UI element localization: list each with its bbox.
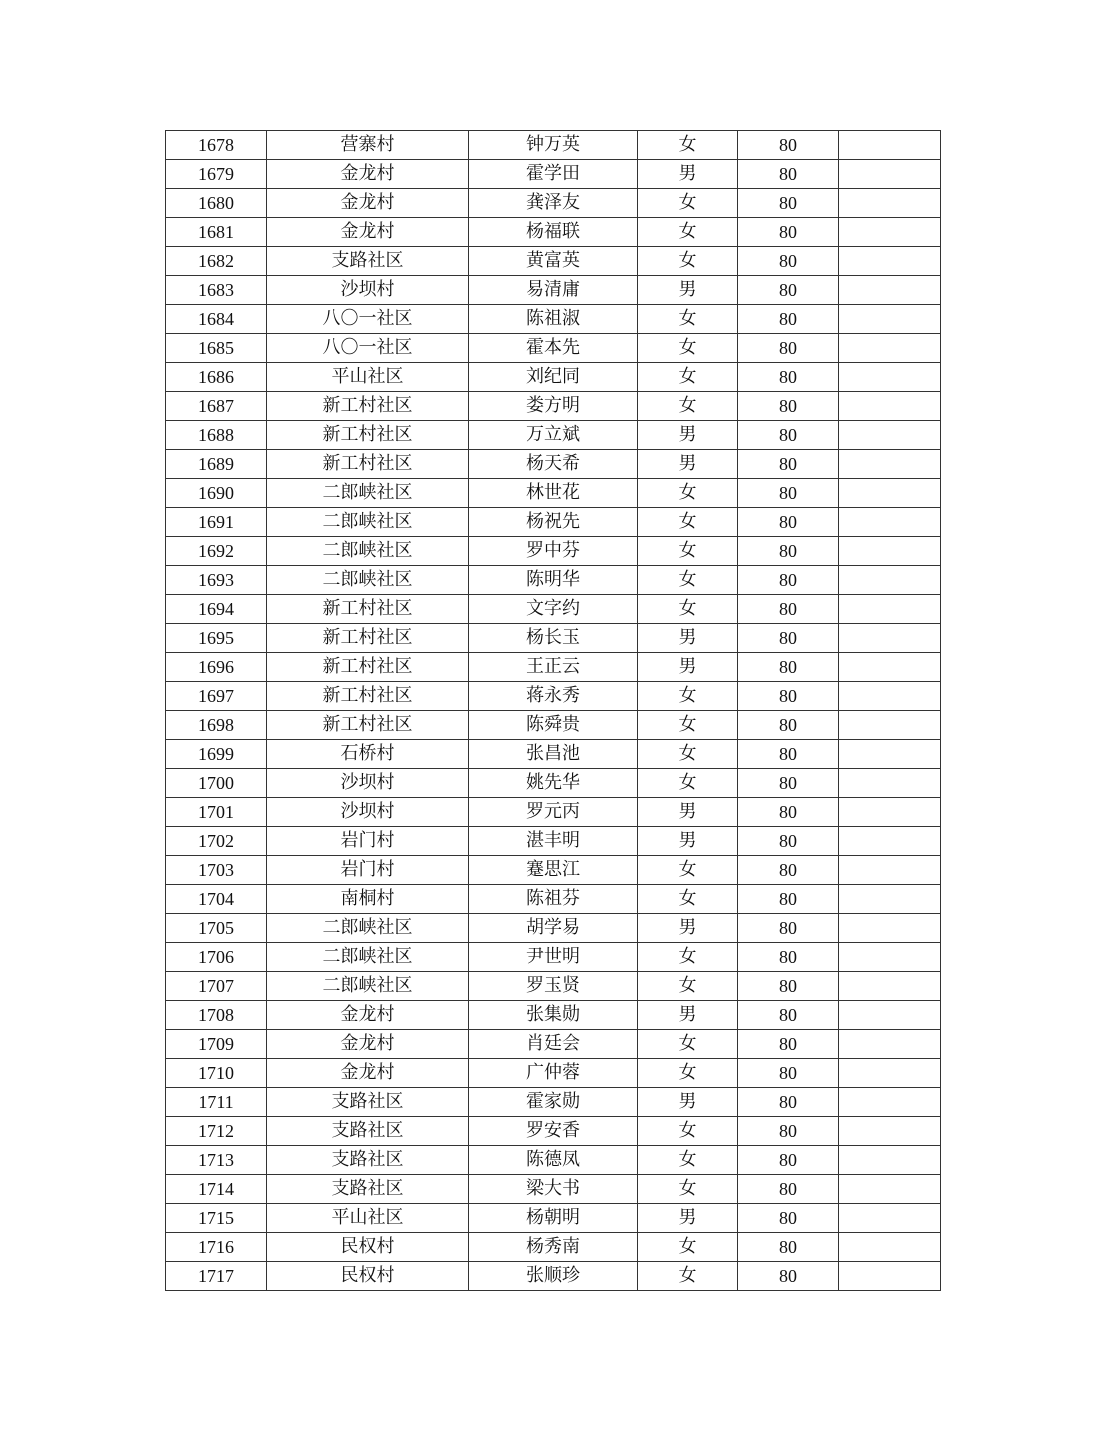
- cell-person-name: 胡学易: [469, 914, 638, 943]
- cell-gender: 男: [638, 450, 738, 479]
- cell-note: [839, 943, 941, 972]
- cell-amount: 80: [738, 1146, 839, 1175]
- cell-note: [839, 653, 941, 682]
- table-row: [166, 1030, 941, 1059]
- cell-gender: 女: [638, 740, 738, 769]
- table-row: [166, 392, 941, 421]
- cell-community: 二郎峡社区: [267, 943, 469, 972]
- cell-gender: 男: [638, 653, 738, 682]
- cell-amount: 80: [738, 1117, 839, 1146]
- cell-community: 民权村: [267, 1262, 469, 1291]
- cell-note: [839, 740, 941, 769]
- roster-table-body: [166, 131, 941, 1291]
- cell-amount: 80: [738, 595, 839, 624]
- table-row: [166, 827, 941, 856]
- cell-gender: 女: [638, 305, 738, 334]
- cell-person-name: 刘纪同: [469, 363, 638, 392]
- cell-community: 支路社区: [267, 1088, 469, 1117]
- cell-person-name: 陈祖淑: [469, 305, 638, 334]
- cell-person-name: 杨秀南: [469, 1233, 638, 1262]
- cell-note: [839, 450, 941, 479]
- cell-gender: 男: [638, 160, 738, 189]
- cell-gender: 女: [638, 334, 738, 363]
- cell-amount: 80: [738, 450, 839, 479]
- table-row: [166, 160, 941, 189]
- cell-number: 1682: [166, 247, 267, 276]
- table-row: [166, 682, 941, 711]
- cell-gender: 男: [638, 827, 738, 856]
- cell-gender: 女: [638, 943, 738, 972]
- cell-number: 1689: [166, 450, 267, 479]
- cell-number: 1687: [166, 392, 267, 421]
- cell-person-name: 陈祖芬: [469, 885, 638, 914]
- cell-person-name: 尹世明: [469, 943, 638, 972]
- cell-number: 1683: [166, 276, 267, 305]
- cell-gender: 女: [638, 972, 738, 1001]
- cell-community: 八〇一社区: [267, 305, 469, 334]
- table-row: [166, 1262, 941, 1291]
- cell-note: [839, 769, 941, 798]
- cell-amount: 80: [738, 1175, 839, 1204]
- cell-number: 1710: [166, 1059, 267, 1088]
- cell-number: 1704: [166, 885, 267, 914]
- cell-community: 沙坝村: [267, 276, 469, 305]
- cell-amount: 80: [738, 305, 839, 334]
- cell-amount: 80: [738, 392, 839, 421]
- table-row: [166, 537, 941, 566]
- cell-note: [839, 305, 941, 334]
- cell-number: 1691: [166, 508, 267, 537]
- cell-amount: 80: [738, 218, 839, 247]
- cell-person-name: 梁大书: [469, 1175, 638, 1204]
- cell-person-name: 龚泽友: [469, 189, 638, 218]
- cell-person-name: 蒋永秀: [469, 682, 638, 711]
- cell-note: [839, 131, 941, 160]
- cell-gender: 女: [638, 856, 738, 885]
- cell-amount: 80: [738, 131, 839, 160]
- cell-gender: 女: [638, 711, 738, 740]
- table-row: [166, 247, 941, 276]
- cell-number: 1716: [166, 1233, 267, 1262]
- table-row: [166, 334, 941, 363]
- cell-person-name: 张集勋: [469, 1001, 638, 1030]
- cell-amount: 80: [738, 421, 839, 450]
- cell-note: [839, 1146, 941, 1175]
- cell-amount: 80: [738, 885, 839, 914]
- cell-amount: 80: [738, 914, 839, 943]
- cell-person-name: 罗元丙: [469, 798, 638, 827]
- cell-person-name: 陈德凤: [469, 1146, 638, 1175]
- cell-gender: 女: [638, 769, 738, 798]
- cell-community: 金龙村: [267, 1001, 469, 1030]
- table-row: [166, 1088, 941, 1117]
- cell-person-name: 广仲蓉: [469, 1059, 638, 1088]
- cell-number: 1680: [166, 189, 267, 218]
- table-row: [166, 798, 941, 827]
- cell-person-name: 钟万英: [469, 131, 638, 160]
- cell-person-name: 杨天希: [469, 450, 638, 479]
- cell-amount: 80: [738, 508, 839, 537]
- cell-note: [839, 1088, 941, 1117]
- cell-number: 1693: [166, 566, 267, 595]
- cell-number: 1684: [166, 305, 267, 334]
- cell-gender: 女: [638, 392, 738, 421]
- cell-note: [839, 1030, 941, 1059]
- cell-community: 新工村社区: [267, 624, 469, 653]
- cell-number: 1702: [166, 827, 267, 856]
- table-row: [166, 885, 941, 914]
- cell-amount: 80: [738, 653, 839, 682]
- cell-amount: 80: [738, 1088, 839, 1117]
- table-row: [166, 131, 941, 160]
- cell-person-name: 罗玉贤: [469, 972, 638, 1001]
- table-row: [166, 305, 941, 334]
- cell-number: 1697: [166, 682, 267, 711]
- cell-note: [839, 276, 941, 305]
- cell-person-name: 王正云: [469, 653, 638, 682]
- roster-table: [165, 130, 941, 1291]
- cell-person-name: 霍本先: [469, 334, 638, 363]
- cell-note: [839, 537, 941, 566]
- cell-person-name: 黄富英: [469, 247, 638, 276]
- cell-community: 石桥村: [267, 740, 469, 769]
- cell-community: 八〇一社区: [267, 334, 469, 363]
- cell-amount: 80: [738, 769, 839, 798]
- cell-number: 1706: [166, 943, 267, 972]
- cell-amount: 80: [738, 827, 839, 856]
- table-row: [166, 1117, 941, 1146]
- cell-note: [839, 1117, 941, 1146]
- cell-community: 平山社区: [267, 363, 469, 392]
- cell-person-name: 陈明华: [469, 566, 638, 595]
- cell-amount: 80: [738, 1030, 839, 1059]
- cell-community: 金龙村: [267, 1059, 469, 1088]
- cell-person-name: 罗中芬: [469, 537, 638, 566]
- cell-gender: 女: [638, 1146, 738, 1175]
- table-row: [166, 972, 941, 1001]
- cell-community: 二郎峡社区: [267, 972, 469, 1001]
- cell-person-name: 杨福联: [469, 218, 638, 247]
- cell-person-name: 肖廷会: [469, 1030, 638, 1059]
- cell-person-name: 张昌池: [469, 740, 638, 769]
- cell-amount: 80: [738, 537, 839, 566]
- cell-number: 1705: [166, 914, 267, 943]
- cell-note: [839, 1001, 941, 1030]
- cell-community: 南桐村: [267, 885, 469, 914]
- cell-note: [839, 479, 941, 508]
- cell-person-name: 易清庸: [469, 276, 638, 305]
- cell-gender: 男: [638, 1001, 738, 1030]
- table-row: [166, 1204, 941, 1233]
- cell-amount: 80: [738, 479, 839, 508]
- cell-person-name: 杨长玉: [469, 624, 638, 653]
- cell-note: [839, 247, 941, 276]
- cell-person-name: 罗安香: [469, 1117, 638, 1146]
- cell-community: 二郎峡社区: [267, 479, 469, 508]
- cell-gender: 女: [638, 595, 738, 624]
- cell-community: 支路社区: [267, 1146, 469, 1175]
- cell-amount: 80: [738, 856, 839, 885]
- cell-person-name: 蹇思江: [469, 856, 638, 885]
- cell-note: [839, 189, 941, 218]
- table-row: [166, 479, 941, 508]
- cell-note: [839, 1175, 941, 1204]
- table-row: [166, 595, 941, 624]
- table-row: [166, 914, 941, 943]
- cell-gender: 女: [638, 363, 738, 392]
- cell-note: [839, 885, 941, 914]
- cell-note: [839, 334, 941, 363]
- cell-gender: 女: [638, 1262, 738, 1291]
- cell-gender: 男: [638, 421, 738, 450]
- cell-community: 支路社区: [267, 1117, 469, 1146]
- cell-community: 营寨村: [267, 131, 469, 160]
- cell-amount: 80: [738, 1233, 839, 1262]
- cell-note: [839, 363, 941, 392]
- table-row: [166, 363, 941, 392]
- cell-community: 支路社区: [267, 1175, 469, 1204]
- cell-note: [839, 1262, 941, 1291]
- cell-number: 1717: [166, 1262, 267, 1291]
- cell-number: 1715: [166, 1204, 267, 1233]
- cell-number: 1714: [166, 1175, 267, 1204]
- table-row: [166, 218, 941, 247]
- cell-amount: 80: [738, 972, 839, 1001]
- cell-community: 新工村社区: [267, 595, 469, 624]
- cell-number: 1711: [166, 1088, 267, 1117]
- cell-gender: 女: [638, 1059, 738, 1088]
- cell-note: [839, 624, 941, 653]
- cell-number: 1709: [166, 1030, 267, 1059]
- cell-number: 1696: [166, 653, 267, 682]
- cell-community: 二郎峡社区: [267, 914, 469, 943]
- cell-number: 1713: [166, 1146, 267, 1175]
- table-row: [166, 566, 941, 595]
- cell-number: 1695: [166, 624, 267, 653]
- cell-amount: 80: [738, 189, 839, 218]
- cell-person-name: 万立斌: [469, 421, 638, 450]
- cell-gender: 女: [638, 131, 738, 160]
- cell-amount: 80: [738, 276, 839, 305]
- cell-amount: 80: [738, 1001, 839, 1030]
- cell-community: 二郎峡社区: [267, 537, 469, 566]
- cell-community: 新工村社区: [267, 392, 469, 421]
- cell-note: [839, 1204, 941, 1233]
- cell-amount: 80: [738, 943, 839, 972]
- cell-gender: 男: [638, 798, 738, 827]
- cell-community: 支路社区: [267, 247, 469, 276]
- cell-amount: 80: [738, 1204, 839, 1233]
- cell-community: 金龙村: [267, 1030, 469, 1059]
- cell-number: 1707: [166, 972, 267, 1001]
- cell-number: 1692: [166, 537, 267, 566]
- table-row: [166, 856, 941, 885]
- cell-number: 1690: [166, 479, 267, 508]
- cell-gender: 女: [638, 682, 738, 711]
- cell-number: 1685: [166, 334, 267, 363]
- table-row: [166, 943, 941, 972]
- cell-number: 1694: [166, 595, 267, 624]
- cell-community: 新工村社区: [267, 653, 469, 682]
- cell-community: 平山社区: [267, 1204, 469, 1233]
- cell-note: [839, 1233, 941, 1262]
- table-row: [166, 653, 941, 682]
- cell-number: 1679: [166, 160, 267, 189]
- cell-gender: 男: [638, 276, 738, 305]
- cell-amount: 80: [738, 334, 839, 363]
- cell-community: 二郎峡社区: [267, 508, 469, 537]
- cell-note: [839, 827, 941, 856]
- cell-number: 1700: [166, 769, 267, 798]
- cell-community: 民权村: [267, 1233, 469, 1262]
- cell-gender: 女: [638, 885, 738, 914]
- cell-gender: 女: [638, 479, 738, 508]
- cell-person-name: 陈舜贵: [469, 711, 638, 740]
- cell-gender: 女: [638, 247, 738, 276]
- cell-number: 1686: [166, 363, 267, 392]
- cell-amount: 80: [738, 1262, 839, 1291]
- table-row: [166, 1001, 941, 1030]
- cell-note: [839, 566, 941, 595]
- cell-gender: 女: [638, 1030, 738, 1059]
- cell-number: 1708: [166, 1001, 267, 1030]
- table-row: [166, 740, 941, 769]
- cell-number: 1688: [166, 421, 267, 450]
- table-row: [166, 1233, 941, 1262]
- cell-person-name: 杨祝先: [469, 508, 638, 537]
- cell-number: 1678: [166, 131, 267, 160]
- table-row: [166, 769, 941, 798]
- cell-note: [839, 711, 941, 740]
- cell-note: [839, 595, 941, 624]
- cell-community: 沙坝村: [267, 798, 469, 827]
- table-row: [166, 711, 941, 740]
- cell-note: [839, 218, 941, 247]
- table-row: [166, 189, 941, 218]
- cell-community: 新工村社区: [267, 421, 469, 450]
- cell-person-name: 张顺珍: [469, 1262, 638, 1291]
- cell-person-name: 娄方明: [469, 392, 638, 421]
- table-row: [166, 276, 941, 305]
- cell-person-name: 林世花: [469, 479, 638, 508]
- cell-person-name: 湛丰明: [469, 827, 638, 856]
- cell-gender: 男: [638, 914, 738, 943]
- table-row: [166, 1146, 941, 1175]
- cell-amount: 80: [738, 624, 839, 653]
- cell-community: 金龙村: [267, 160, 469, 189]
- cell-person-name: 霍学田: [469, 160, 638, 189]
- cell-amount: 80: [738, 798, 839, 827]
- cell-note: [839, 914, 941, 943]
- cell-gender: 女: [638, 1175, 738, 1204]
- cell-amount: 80: [738, 247, 839, 276]
- cell-note: [839, 1059, 941, 1088]
- cell-gender: 女: [638, 508, 738, 537]
- cell-amount: 80: [738, 363, 839, 392]
- cell-number: 1698: [166, 711, 267, 740]
- table-row: [166, 421, 941, 450]
- cell-amount: 80: [738, 1059, 839, 1088]
- cell-note: [839, 856, 941, 885]
- cell-gender: 女: [638, 566, 738, 595]
- cell-person-name: 杨朝明: [469, 1204, 638, 1233]
- cell-community: 岩门村: [267, 827, 469, 856]
- cell-number: 1712: [166, 1117, 267, 1146]
- cell-amount: 80: [738, 160, 839, 189]
- cell-community: 二郎峡社区: [267, 566, 469, 595]
- cell-number: 1681: [166, 218, 267, 247]
- cell-note: [839, 392, 941, 421]
- cell-person-name: 文字约: [469, 595, 638, 624]
- table-row: [166, 450, 941, 479]
- cell-amount: 80: [738, 711, 839, 740]
- cell-amount: 80: [738, 566, 839, 595]
- cell-gender: 女: [638, 537, 738, 566]
- cell-amount: 80: [738, 682, 839, 711]
- cell-note: [839, 798, 941, 827]
- cell-community: 岩门村: [267, 856, 469, 885]
- cell-gender: 女: [638, 189, 738, 218]
- cell-community: 新工村社区: [267, 682, 469, 711]
- cell-person-name: 姚先华: [469, 769, 638, 798]
- table-row: [166, 624, 941, 653]
- cell-number: 1703: [166, 856, 267, 885]
- cell-gender: 女: [638, 1233, 738, 1262]
- cell-gender: 男: [638, 624, 738, 653]
- table-row: [166, 1059, 941, 1088]
- cell-community: 新工村社区: [267, 711, 469, 740]
- cell-note: [839, 972, 941, 1001]
- cell-person-name: 霍家勋: [469, 1088, 638, 1117]
- cell-community: 新工村社区: [267, 450, 469, 479]
- cell-note: [839, 421, 941, 450]
- cell-community: 金龙村: [267, 218, 469, 247]
- cell-number: 1699: [166, 740, 267, 769]
- cell-note: [839, 508, 941, 537]
- cell-note: [839, 682, 941, 711]
- cell-gender: 男: [638, 1088, 738, 1117]
- cell-community: 沙坝村: [267, 769, 469, 798]
- table-row: [166, 508, 941, 537]
- cell-gender: 女: [638, 1117, 738, 1146]
- cell-number: 1701: [166, 798, 267, 827]
- table-row: [166, 1175, 941, 1204]
- cell-community: 金龙村: [267, 189, 469, 218]
- cell-note: [839, 160, 941, 189]
- cell-gender: 男: [638, 1204, 738, 1233]
- cell-amount: 80: [738, 740, 839, 769]
- cell-gender: 女: [638, 218, 738, 247]
